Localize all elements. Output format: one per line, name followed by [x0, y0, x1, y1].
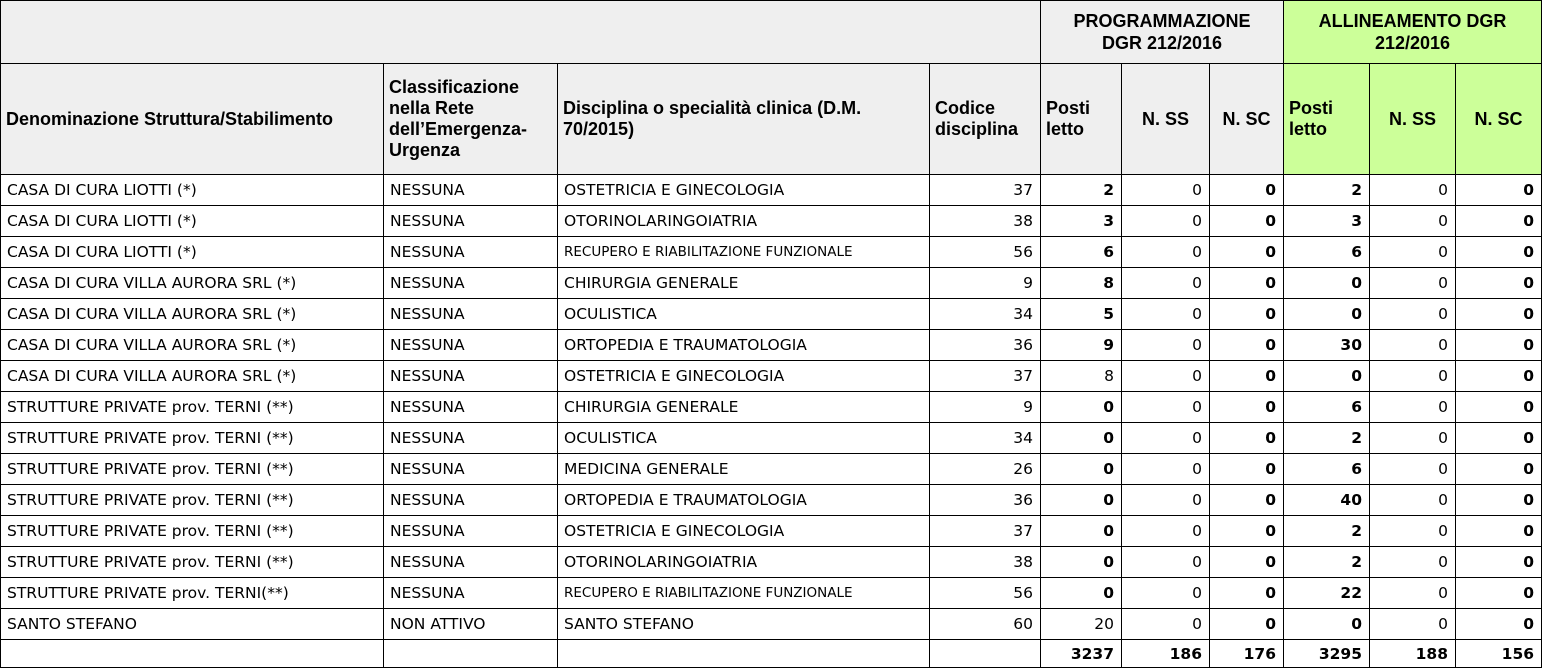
cell-nss-prog: 0 [1122, 330, 1210, 361]
col-posti-letto-all: Posti letto [1284, 64, 1370, 175]
cell-denominazione: CASA DI CURA VILLA AURORA SRL (*) [1, 361, 384, 392]
cell-codice: 9 [930, 268, 1041, 299]
cell-nss-prog: 0 [1122, 609, 1210, 640]
cell-nss-prog: 0 [1122, 175, 1210, 206]
cell-nss-all: 0 [1370, 206, 1456, 237]
table-row [1, 237, 1542, 268]
cell-nsc-all: 0 [1456, 237, 1542, 268]
cell-nsc-all: 0 [1456, 392, 1542, 423]
cell-disciplina: CHIRURGIA GENERALE [558, 268, 930, 299]
cell-denominazione: STRUTTURE PRIVATE prov. TERNI(**) [1, 578, 384, 609]
cell-nsc-all: 0 [1456, 547, 1542, 578]
cell-nsc-prog: 0 [1210, 454, 1284, 485]
cell-nss-prog: 0 [1122, 361, 1210, 392]
cell-classificazione: NESSUNA [384, 578, 558, 609]
cell-denominazione: STRUTTURE PRIVATE prov. TERNI (**) [1, 454, 384, 485]
cell-codice: 36 [930, 485, 1041, 516]
cell-posti-letto-all: 22 [1284, 578, 1370, 609]
cell-denominazione: STRUTTURE PRIVATE prov. TERNI (**) [1, 423, 384, 454]
cell-nsc-prog: 0 [1210, 609, 1284, 640]
cell-nss-all: 0 [1370, 516, 1456, 547]
cell-denominazione: CASA DI CURA LIOTTI (*) [1, 206, 384, 237]
cell-codice: 37 [930, 361, 1041, 392]
cell-disciplina: MEDICINA GENERALE [558, 454, 930, 485]
cell-posti-letto-prog: 8 [1041, 268, 1122, 299]
cell-nss-prog: 0 [1122, 268, 1210, 299]
cell-denominazione: CASA DI CURA VILLA AURORA SRL (*) [1, 330, 384, 361]
cell-nss-all: 0 [1370, 392, 1456, 423]
col-disciplina: Disciplina o specialità clinica (D.M. 70/2015) [558, 64, 930, 175]
cell-nss-all: 0 [1370, 423, 1456, 454]
table-row [1, 392, 1542, 423]
col-codice: Codice disciplina [930, 64, 1041, 175]
cell-nss-all: 0 [1370, 485, 1456, 516]
cell-posti-letto-all: 6 [1284, 237, 1370, 268]
table-row [1, 330, 1542, 361]
cell-denominazione: STRUTTURE PRIVATE prov. TERNI (**) [1, 392, 384, 423]
cell-denominazione: STRUTTURE PRIVATE prov. TERNI (**) [1, 485, 384, 516]
cell-posti-letto-all: 6 [1284, 454, 1370, 485]
table-row [1, 268, 1542, 299]
cell-classificazione: NESSUNA [384, 547, 558, 578]
cell-nsc-prog: 0 [1210, 392, 1284, 423]
cell-posti-letto-all: 40 [1284, 485, 1370, 516]
cell-posti-letto-all: 2 [1284, 175, 1370, 206]
cell-nss-all: 0 [1370, 330, 1456, 361]
cell-classificazione: NESSUNA [384, 423, 558, 454]
cell-classificazione: NESSUNA [384, 485, 558, 516]
cell-posti-letto-prog: 0 [1041, 423, 1122, 454]
total-pl-all: 3295 [1284, 640, 1370, 668]
cell-posti-letto-prog: 0 [1041, 516, 1122, 547]
table-row [1, 454, 1542, 485]
cell-codice: 37 [930, 516, 1041, 547]
cell-disciplina: OCULISTICA [558, 299, 930, 330]
cell-posti-letto-all: 6 [1284, 392, 1370, 423]
cell-posti-letto-prog: 8 [1041, 361, 1122, 392]
cell-posti-letto-all: 2 [1284, 423, 1370, 454]
cell-classificazione: NON ATTIVO [384, 609, 558, 640]
cell-posti-letto-prog: 0 [1041, 485, 1122, 516]
cell-disciplina: OSTETRICIA E GINECOLOGIA [558, 361, 930, 392]
total-pl-prog: 3237 [1041, 640, 1122, 668]
table-row [1, 485, 1542, 516]
cell-classificazione: NESSUNA [384, 237, 558, 268]
cell-nss-prog: 0 [1122, 578, 1210, 609]
cell-disciplina: OSTETRICIA E GINECOLOGIA [558, 516, 930, 547]
table-row [1, 423, 1542, 454]
cell-nsc-all: 0 [1456, 268, 1542, 299]
cell-nss-all: 0 [1370, 454, 1456, 485]
total-sc-prog: 176 [1210, 640, 1284, 668]
cell-classificazione: NESSUNA [384, 175, 558, 206]
cell-nsc-all: 0 [1456, 423, 1542, 454]
totals-blank [384, 640, 558, 668]
cell-posti-letto-all: 0 [1284, 299, 1370, 330]
cell-posti-letto-prog: 3 [1041, 206, 1122, 237]
cell-posti-letto-all: 0 [1284, 609, 1370, 640]
cell-nsc-all: 0 [1456, 330, 1542, 361]
cell-posti-letto-prog: 0 [1041, 547, 1122, 578]
cell-nsc-all: 0 [1456, 206, 1542, 237]
cell-nsc-prog: 0 [1210, 547, 1284, 578]
total-sc-all: 156 [1456, 640, 1542, 668]
cell-posti-letto-all: 2 [1284, 547, 1370, 578]
cell-nsc-prog: 0 [1210, 516, 1284, 547]
table-row [1, 206, 1542, 237]
group-programmazione: PROGRAMMAZIONE DGR 212/2016 [1041, 1, 1284, 64]
table-row [1, 175, 1542, 206]
table-row [1, 299, 1542, 330]
cell-disciplina: SANTO STEFANO [558, 609, 930, 640]
cell-nsc-all: 0 [1456, 609, 1542, 640]
cell-codice: 56 [930, 237, 1041, 268]
cell-codice: 38 [930, 547, 1041, 578]
cell-codice: 37 [930, 175, 1041, 206]
cell-classificazione: NESSUNA [384, 392, 558, 423]
cell-posti-letto-prog: 0 [1041, 454, 1122, 485]
cell-codice: 9 [930, 392, 1041, 423]
cell-posti-letto-prog: 5 [1041, 299, 1122, 330]
cell-nss-all: 0 [1370, 268, 1456, 299]
cell-nss-prog: 0 [1122, 454, 1210, 485]
cell-nsc-all: 0 [1456, 175, 1542, 206]
cell-nsc-prog: 0 [1210, 330, 1284, 361]
cell-disciplina: OTORINOLARINGOIATRIA [558, 547, 930, 578]
cell-denominazione: SANTO STEFANO [1, 609, 384, 640]
cell-nsc-prog: 0 [1210, 299, 1284, 330]
cell-disciplina: OCULISTICA [558, 423, 930, 454]
cell-nss-all: 0 [1370, 547, 1456, 578]
cell-posti-letto-prog: 0 [1041, 392, 1122, 423]
cell-nss-all: 0 [1370, 299, 1456, 330]
cell-nss-prog: 0 [1122, 516, 1210, 547]
totals-blank [1, 640, 384, 668]
cell-classificazione: NESSUNA [384, 516, 558, 547]
cell-codice: 34 [930, 299, 1041, 330]
cell-nsc-all: 0 [1456, 361, 1542, 392]
cell-posti-letto-all: 3 [1284, 206, 1370, 237]
total-ss-all: 188 [1370, 640, 1456, 668]
cell-posti-letto-all: 2 [1284, 516, 1370, 547]
totals-blank [930, 640, 1041, 668]
totals-row [1, 640, 1542, 668]
col-classificazione: Classificazione nella Rete dell’Emergenza-Urgenza [384, 64, 558, 175]
cell-nss-prog: 0 [1122, 237, 1210, 268]
cell-codice: 56 [930, 578, 1041, 609]
cell-classificazione: NESSUNA [384, 206, 558, 237]
cell-classificazione: NESSUNA [384, 330, 558, 361]
cell-nss-all: 0 [1370, 175, 1456, 206]
table-row [1, 578, 1542, 609]
cell-nsc-all: 0 [1456, 454, 1542, 485]
cell-nsc-prog: 0 [1210, 485, 1284, 516]
cell-nsc-all: 0 [1456, 578, 1542, 609]
cell-codice: 38 [930, 206, 1041, 237]
totals-blank [558, 640, 930, 668]
cell-disciplina: ORTOPEDIA E TRAUMATOLOGIA [558, 330, 930, 361]
cell-nss-prog: 0 [1122, 423, 1210, 454]
cell-denominazione: STRUTTURE PRIVATE prov. TERNI (**) [1, 547, 384, 578]
col-nsc-prog: N. SC [1210, 64, 1284, 175]
table-body [1, 175, 1542, 640]
cell-codice: 36 [930, 330, 1041, 361]
table-row [1, 547, 1542, 578]
cell-denominazione: CASA DI CURA LIOTTI (*) [1, 237, 384, 268]
cell-classificazione: NESSUNA [384, 268, 558, 299]
cell-nsc-prog: 0 [1210, 361, 1284, 392]
cell-nss-prog: 0 [1122, 485, 1210, 516]
cell-nsc-all: 0 [1456, 299, 1542, 330]
cell-denominazione: CASA DI CURA VILLA AURORA SRL (*) [1, 299, 384, 330]
cell-nss-prog: 0 [1122, 392, 1210, 423]
cell-posti-letto-prog: 2 [1041, 175, 1122, 206]
cell-posti-letto-all: 0 [1284, 268, 1370, 299]
col-nss-prog: N. SS [1122, 64, 1210, 175]
cell-disciplina: RECUPERO E RIABILITAZIONE FUNZIONALE [558, 578, 930, 609]
cell-nsc-all: 0 [1456, 485, 1542, 516]
cell-classificazione: NESSUNA [384, 361, 558, 392]
cell-nss-all: 0 [1370, 361, 1456, 392]
cell-nsc-prog: 0 [1210, 578, 1284, 609]
table-row [1, 609, 1542, 640]
column-header-row [1, 64, 1542, 175]
cell-codice: 34 [930, 423, 1041, 454]
cell-disciplina: OTORINOLARINGOIATRIA [558, 206, 930, 237]
table-row [1, 361, 1542, 392]
cell-posti-letto-all: 30 [1284, 330, 1370, 361]
cell-denominazione: STRUTTURE PRIVATE prov. TERNI (**) [1, 516, 384, 547]
cell-nsc-prog: 0 [1210, 175, 1284, 206]
col-denominazione: Denominazione Struttura/Stabilimento [1, 64, 384, 175]
cell-nsc-prog: 0 [1210, 423, 1284, 454]
cell-posti-letto-prog: 9 [1041, 330, 1122, 361]
cell-disciplina: RECUPERO E RIABILITAZIONE FUNZIONALE [558, 237, 930, 268]
cell-nsc-prog: 0 [1210, 237, 1284, 268]
cell-nsc-prog: 0 [1210, 206, 1284, 237]
group-allineamento: ALLINEAMENTO DGR 212/2016 [1284, 1, 1542, 64]
cell-codice: 26 [930, 454, 1041, 485]
cell-codice: 60 [930, 609, 1041, 640]
cell-classificazione: NESSUNA [384, 454, 558, 485]
col-nss-all: N. SS [1370, 64, 1456, 175]
group-header-blank [1, 1, 1041, 64]
cell-disciplina: ORTOPEDIA E TRAUMATOLOGIA [558, 485, 930, 516]
cell-nss-all: 0 [1370, 237, 1456, 268]
cell-posti-letto-prog: 0 [1041, 578, 1122, 609]
cell-denominazione: CASA DI CURA VILLA AURORA SRL (*) [1, 268, 384, 299]
total-ss-prog: 186 [1122, 640, 1210, 668]
cell-posti-letto-all: 0 [1284, 361, 1370, 392]
cell-nss-all: 0 [1370, 609, 1456, 640]
cell-disciplina: CHIRURGIA GENERALE [558, 392, 930, 423]
cell-nsc-all: 0 [1456, 516, 1542, 547]
cell-posti-letto-prog: 6 [1041, 237, 1122, 268]
table-row [1, 516, 1542, 547]
col-nsc-all: N. SC [1456, 64, 1542, 175]
col-posti-letto-prog: Posti letto [1041, 64, 1122, 175]
cell-nss-all: 0 [1370, 578, 1456, 609]
cell-nss-prog: 0 [1122, 547, 1210, 578]
cell-nsc-prog: 0 [1210, 268, 1284, 299]
cell-classificazione: NESSUNA [384, 299, 558, 330]
cell-denominazione: CASA DI CURA LIOTTI (*) [1, 175, 384, 206]
group-header-row [1, 1, 1542, 64]
cell-posti-letto-prog: 20 [1041, 609, 1122, 640]
cell-nss-prog: 0 [1122, 299, 1210, 330]
cell-nss-prog: 0 [1122, 206, 1210, 237]
cell-disciplina: OSTETRICIA E GINECOLOGIA [558, 175, 930, 206]
